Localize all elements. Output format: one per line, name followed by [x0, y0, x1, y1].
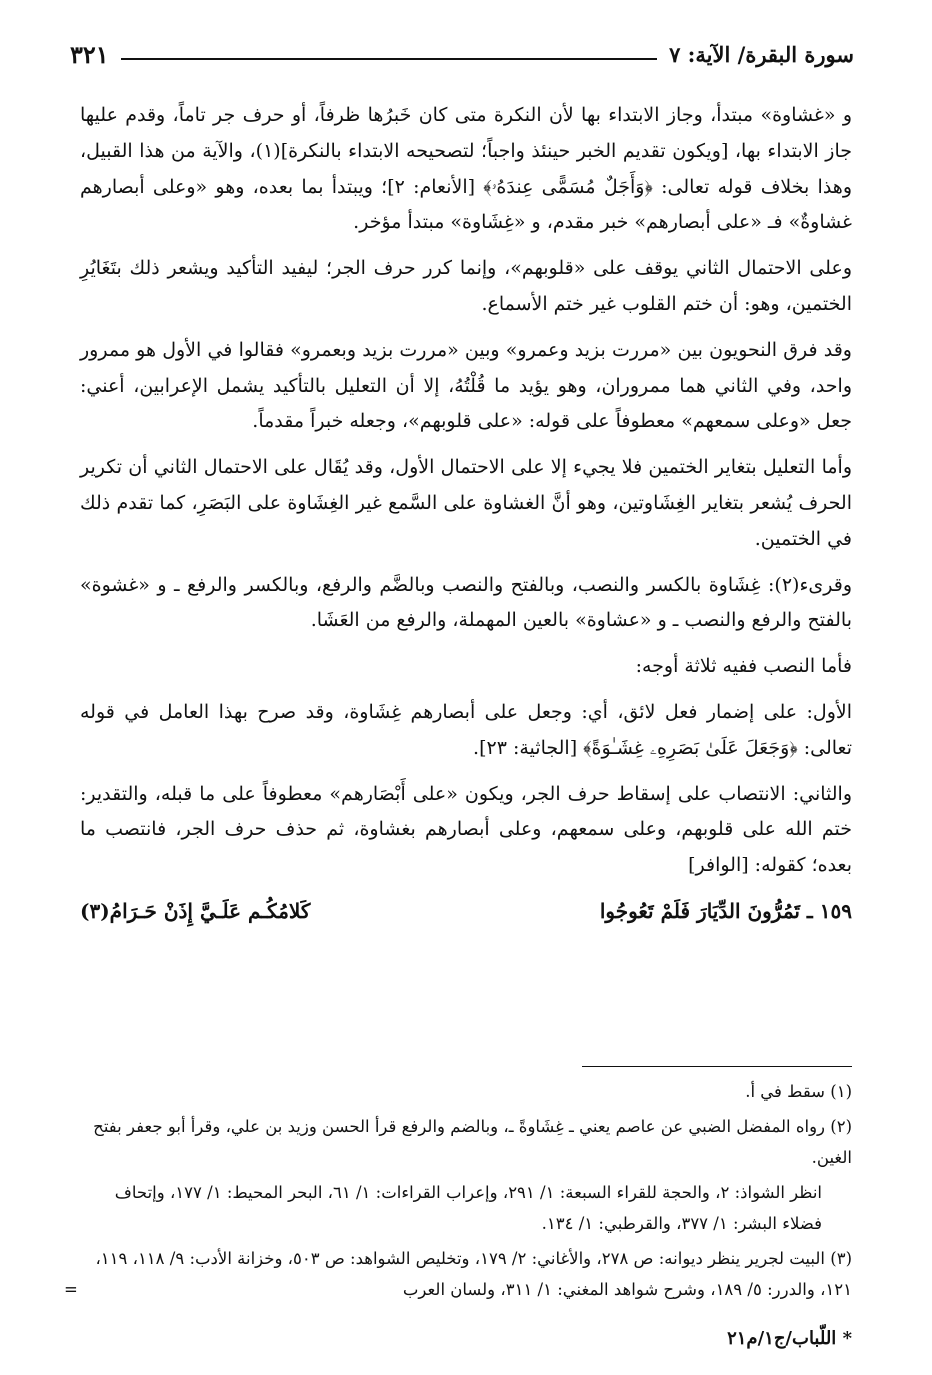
- footnote-separator: [582, 1066, 852, 1067]
- header-rule: [121, 58, 657, 60]
- verse-first-hemistich: ١٥٩ ـ تَمُرُّونَ الدِّيَارَ فَلَمْ تَعُوجُوا: [599, 898, 852, 923]
- paragraph: وقد فرق النحويون بين «مررت بزيد وعمرو» وبين «مررت بزيد وبعمرو» فقالوا في الأول هو ممرور واحد، وفي الثاني هما ممروران، وهو يؤيد ما قُلْتُهُ، إلا أن التعليل بالتأكيد يشمل الإعرابين، أعني: جعل «وعلى سمعهم» معطوفاً على قوله: «على قلوبهم»، وجعله خبراً مقدماً.: [80, 338, 852, 433]
- paragraph: وعلى الاحتمال الثاني يوقف على «قلوبهم»، وإنما كرر حرف الجر؛ ليفيد التأكيد ويشعر ذلك بتَغَايُرِ الختمين، وهو: أن ختم القلوب غير ختم الأسماع.: [80, 257, 852, 315]
- footnote-2: (٢) رواه المفضل الضبي عن عاصم يعني ـ غِشَاوةً ـ، وبالضم والرفع قرأ الحسن وزيد بن علي، وقرأ أبو جعفر بفتح الغين.: [93, 1117, 852, 1167]
- footnote-3-text: (٣) البيت لجرير ينظر ديوانه: ص ٢٧٨، والأغاني: ٢/ ١٧٩، وتخليص الشواهد: ص ٥٠٣، وخزانة الأدب: ٩/ ١١٨، ١١٩، ١٢١، والدرر: ٥/ ١٨٩، وشرح شواهد المغني: ١/ ٣١١، ولسان العرب: [95, 1249, 852, 1299]
- paragraph: وأما التعليل بتغاير الختمين فلا يجيء إلا على الاحتمال الأول، وقد يُقَال على الاحتمال الثاني أن تكرير الحرف يُشعر بتغاير الغِشَاوتين، وهو أنَّ الغشاوة على السَّمع غير الغِشَاوة على البَصَرِ، كما تقدم ذلك في الختمين.: [80, 456, 852, 550]
- footnote-1: (١) سقط في أ.: [745, 1082, 852, 1101]
- paragraph: وقرىء(٢): غِشَاوة بالكسر والنصب، وبالفتح والنصب وبالضَّم والرفع، وبالكسر والرفع ـ و «غشوة» بالفتح والرفع والنصب ـ و «عشاوة» بالعين المهملة، والرفع من العَشَا.: [80, 573, 852, 632]
- footnotes: [64, 1076, 852, 1309]
- footnote-3: [64, 1243, 852, 1305]
- verse-second-hemistich: كَلامُكُـم عَلَـيَّ إِذَنْ حَـرَامُ(٣): [80, 898, 311, 923]
- continuation-mark: =: [64, 1280, 78, 1299]
- poetry-verse: [80, 894, 852, 930]
- paragraph: و «غشاوة» مبتدأ، وجاز الابتداء بها لأن النكرة متى كان خَبرُها ظرفاً، أو حرف جر تاماً، وقدم عليها جاز الابتداء بها، [ويكون تقديم الخبر حينئذ واجباً؛ لتصحيحه الابتداء بالنكرة](١)، والآية من هذا القبيل، وهذا بخلاف قوله تعالى: ﴿وَأَجَلٌ مُسَمًّى عِندَهُۥ﴾ [الأنعام: ٢]؛ ويبتدأ بما بعده، وهو «وعلى أبصارهم غشاوةٌ» فـ «على أبصارهم» خبر مقدم، و «غِشَاوة» مبتدأ مؤخر.: [80, 104, 852, 234]
- main-text: [80, 98, 852, 940]
- footnote-2-references: انظر الشواذ: ٢، والحجة للقراء السبعة: ١/ ٢٩١، وإعراب القراءات: ١/ ٦١، البحر المحيط: ١/ ١٧٧، وإتحاف فضلاء البشر: ١/ ٣٧٧، والقرطبي: ١/ ١٣٤.: [114, 1183, 822, 1233]
- paragraph: والثاني: الانتصاب على إسقاط حرف الجر، ويكون «على أَبْصَارهم» معطوفاً على ما قبله، والتقدير: ختم الله على قلوبهم، وعلى سمعهم، وعلى أبصارهم بغشاوة، ثم حذف حرف الجر، فانتصب ما بعده؛ كقوله: [الوافر]: [80, 782, 852, 877]
- paragraph: الأول: على إضمار فعل لائق، أي: وجعل على أبصارهم غِشَاوة، وقد صرح بهذا العامل في قوله تعالى: ﴿وَجَعَلَ عَلَىٰ بَصَرِهِۦ غِشَـٰوَةً﴾ [الجاثية: ٢٣].: [80, 700, 852, 759]
- paragraph: فأما النصب ففيه ثلاثة أوجه:: [635, 655, 852, 678]
- page-number: ٣٢١: [70, 39, 109, 69]
- surah-title: سورة البقرة/ الآية: ٧: [669, 41, 854, 67]
- page-header: [70, 36, 854, 72]
- volume-signature: * اللّباب/ج١/م٢١: [727, 1328, 852, 1349]
